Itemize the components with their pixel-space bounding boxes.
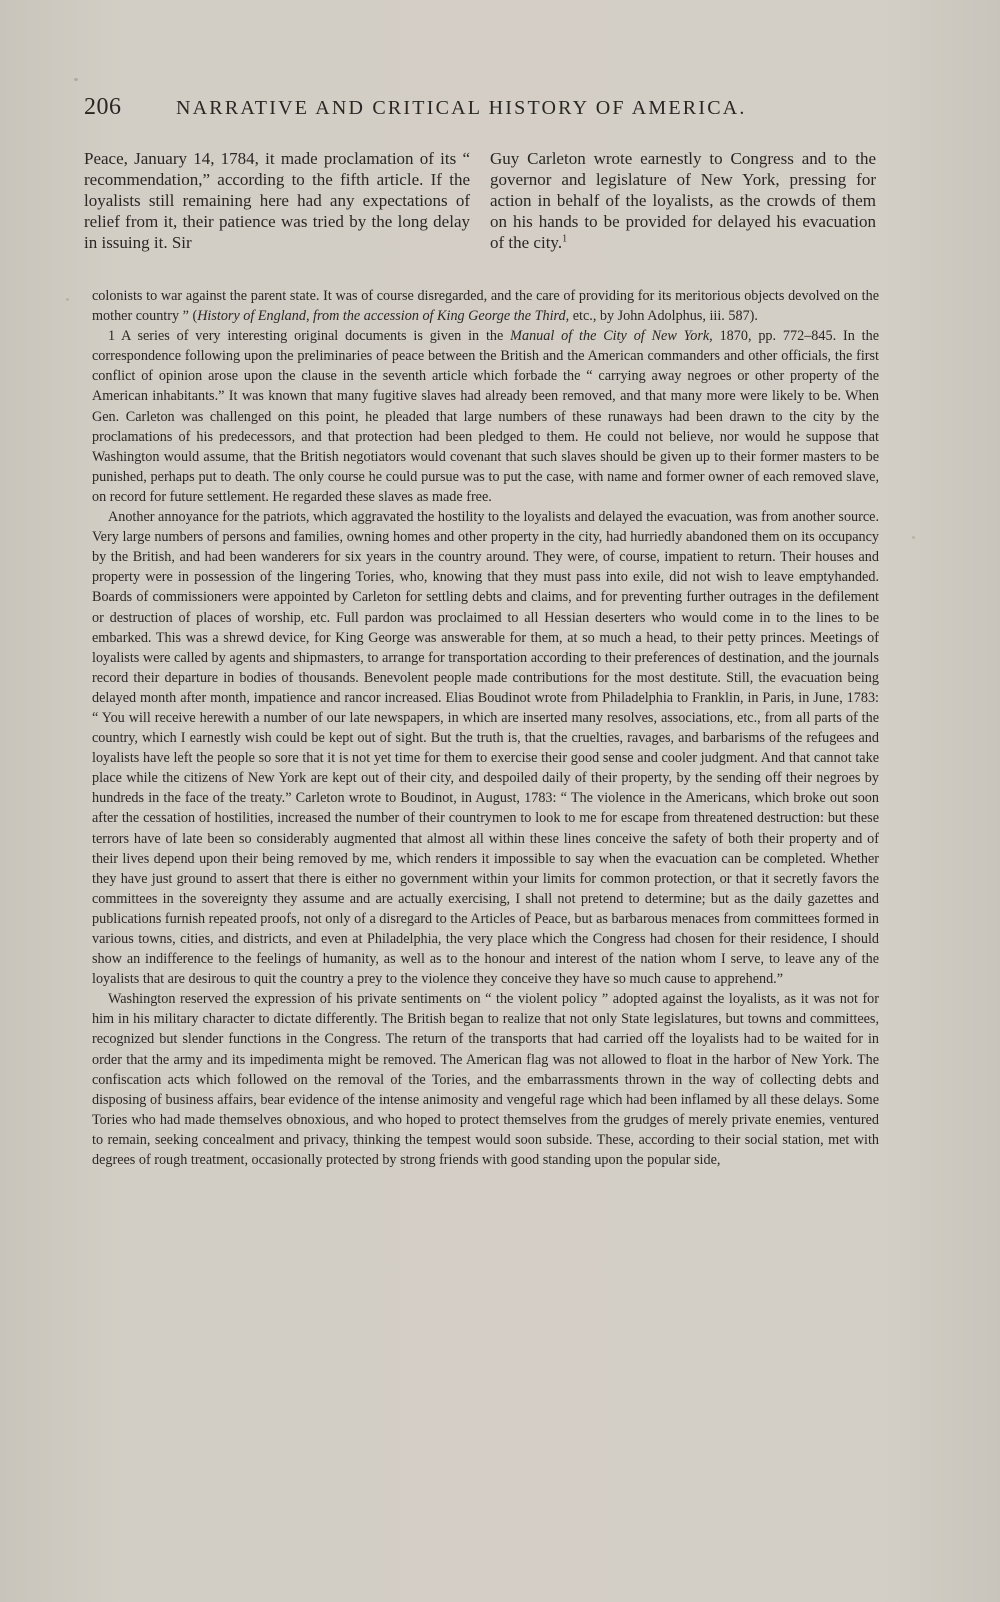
manual-title: Manual of the City of New York, <box>510 328 713 345</box>
footnote-continuation-text: colonists to war against the parent state. It was of course disregarded, and the care of providing for its meritorious objects devolved on the mother country ” ( <box>92 288 879 325</box>
footnote-reference-mark: 1 <box>562 233 568 245</box>
right-column-text: Guy Carleton wrote earnestly to Congress and to the governor and legislature of New York, pressing for action in behalf of the loyalists, as the crowds of them on his hands to be provided for delayed his evacuation of the city. <box>490 149 876 252</box>
footnote-paragraph-3: Washington reserved the expression of his private sentiments on “ the violent policy ” adopted against the loyalists, as it was not for him in his military character to dictate differently. The British began to realize that not only State legislatures, but towns and committees, recognized but slender functions in the Congress. The return of the transports that had carried off the loyalists had to be waited for in order that the army and its impedimenta might be removed. The American flag was not allowed to float in the harbor of New York. The confiscation acts which followed on the removal of the Tories, and the embarrassments thrown in the way of collecting debts and disposing of business affairs, bear evidence of the intense animosity and vengeful rage which had been inflamed by all these delays. Some Tories who had made themselves obnoxious, and who hoped to protect themselves from the grudges of merely private enemies, ventured to remain, seeking concealment and privacy, thinking the tempest would soon subside. These, according to their social station, met with degrees of rough treatment, occasionally protected by strong friends with good standing upon the popular side, <box>92 991 879 1169</box>
footnote-1-body: 1870, pp. 772–845. In the correspondence following upon the preliminaries of peace between the British and the American commanders and other officials, the first conflict of opinion arose upon the clause in the seventh article which forbade the “ carrying away negroes or other property of the American inhabitants.” It was known that many fugitive slaves had already been removed, and that many more were likely to be. When Gen. Carleton was challenged on this point, he pleaded that large numbers of these runaways had been drawn to the city by the proclamations of his predecessors, and that protection had been pledged to them. He could not believe, nor would he suppose that Washington would assume, that the British negotiators would covenant that such slaves should be given up to their former masters to be punished, perhaps put to death. The only course he could pursue was to put the case, with name and former owner of each removed slave, on record for future settlement. He regarded these slaves as made free. <box>92 328 879 505</box>
page-header <box>84 94 784 121</box>
footnote-1-text: A series of very interesting original documents is given in the <box>115 328 511 345</box>
footnote-1 <box>92 326 879 507</box>
main-text-columns <box>84 148 876 253</box>
page-smudge <box>74 78 78 81</box>
page-number: 206 <box>84 94 122 120</box>
footnote-paragraph-2: Another annoyance for the patriots, which aggravated the hostility to the loyalists and delayed the evacuation, was from another source. Very large numbers of persons and families, owning homes and other property in the city, had hurriedly abandoned them on its occupancy by the British, and had been wanderers for six years in the country around. They were, of course, impatient to return. Their houses and property were in possession of the lingering Tories, who, knowing that they must pass into exile, did not wish to leave emptyhanded. Boards of commissioners were appointed by Carleton for settling debts and claims, and for preventing further outrages in the defilement or destruction of places of worship, etc. Full pardon was proclaimed to all Hessian deserters who would come in to the lines to be embarked. This was a shrewd device, for King George was answerable for them, at so much a head, to their petty princes. Meetings of loyalists were called by agents and shipmasters, to arrange for transportation according to their preferences of destination, and the journals record their departure in bodies of thousands. Benevolent people made contributions for the most destitute. Still, the evacuation being delayed month after month, impatience and rancor increased. Elias Boudinot wrote from Philadelphia to Franklin, in Paris, in June, 1783: “ You will receive herewith a number of our late newspapers, in which are inserted many resolves, associations, etc., from all parts of the country, which I earnestly wish could be kept out of sight. But the truth is, that the cruelties, ravages, and barbarisms of the refugees and loyalists have left the people so sore that it is not yet time for them to exercise their good sense and cooler judgment. And that cannot take place while the citizens of New York are kept out of their city, and despoiled daily of their property, by the sending off their negroes by hundreds in the face of the treaty.” Carleton wrote to Boudinot, in August, 1783: “ The violence in the Americans, which broke out soon after the cessation of hostilities, increased the number of their countrymen to look to me for escape from threatened destruction: but these terrors have of late been so considerably augmented that almost all within these lines conceive the safety of both their property and of their lives depend upon their being removed by me, which renders it impossible to say when the evacuation can be completed. Whether they have just ground to assert that there is either no government within your limits for common protection, or that it secretly favors the committees in the sovereignty they assume and are actually exercising, I shall not pretend to determine; but as the daily gazettes and publications furnish repeated proofs, not only of a disregard to the Articles of Peace, but as barbarous menaces from committees formed in various towns, cities, and districts, and even at Philadelphia, the very place which the Congress had chosen for their residence, I should show an indifference to the feelings of humanity, as well as to the honour and interest of the nation whom I serve, to leave any of the loyalists that are desirous to quit the country a prey to the violence they conceive they have so much cause to apprehend.” <box>92 509 879 988</box>
page-speck <box>912 536 915 539</box>
footnotes-section <box>92 286 879 1170</box>
footnote-continuation <box>92 286 879 326</box>
book-title: History of England, from the accession of King George the Third, <box>197 308 570 325</box>
right-column <box>490 148 876 253</box>
page-speck <box>66 298 69 301</box>
left-column-text: Peace, January 14, 1784, it made proclamation of its “ recommendation,” according to the fifth article. If the loyalists still remaining here had any expectations of relief from it, their patience was tried by the long delay in issuing it. Sir <box>84 149 470 252</box>
footnote-1-mark: 1 <box>108 328 116 345</box>
running-title: NARRATIVE AND CRITICAL HISTORY OF AMERICA. <box>176 97 747 119</box>
footnote-continuation-end: etc., by John Adolphus, iii. 587). <box>569 308 758 325</box>
